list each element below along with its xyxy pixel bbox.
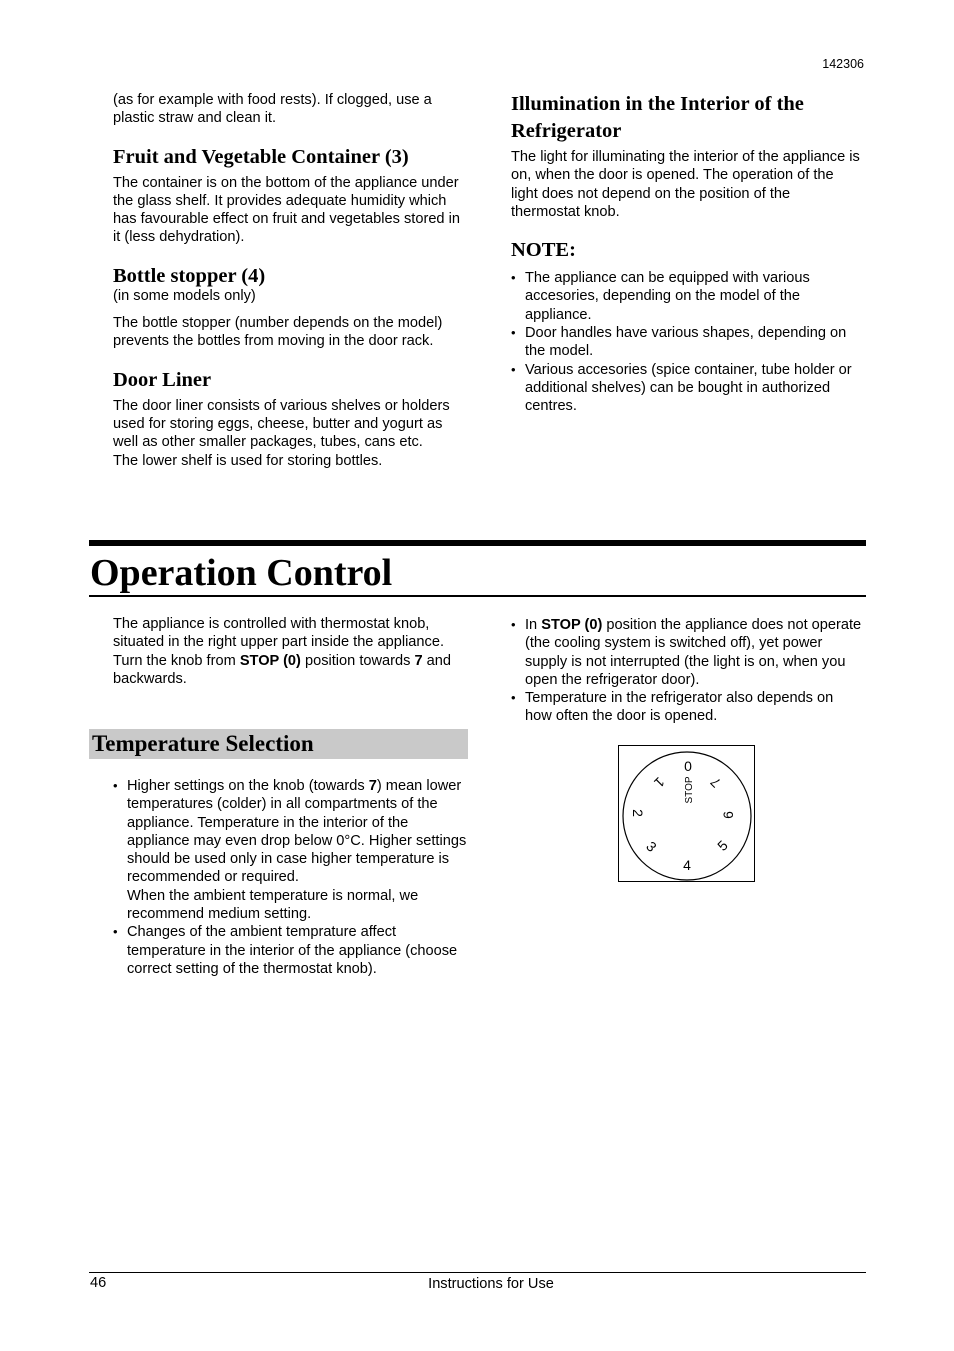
knob-number-0: 0 [684,758,692,774]
knob-number-6: 6 [720,811,736,819]
footer-rule [89,1272,866,1273]
operation-right-column [511,616,863,726]
knob-number-3: 3 [643,838,660,855]
thermostat-knob-figure [618,745,755,882]
note-item: • Door handles have various shapes, depending on the model. [511,324,863,361]
left-column [113,91,468,470]
temperature-item [113,777,468,923]
footer-page-number: 46 [90,1275,107,1291]
operation-intro-text: The appliance is controlled with thermostat knob, situated in the right upper part inside the appliance. [113,616,445,651]
fruit-container-text: The container is on the bottom of the appliance under the glass shelf. It provides adequate humidity which has favourable effect on fruit and vegetables stored in it (less dehydration). [113,174,460,246]
text-run-bold: 7 [368,778,377,794]
temperature-selection-band [89,729,468,759]
operation-list [511,616,863,726]
text-run: position towards [300,652,415,669]
door-liner-text: The door liner consists of various shelves or holders used for storing eggs, cheese, butter and yogurt as well as other smaller packages, tubes, cans etc. [113,397,450,451]
knob-number-2: 2 [630,809,646,817]
knob-number-7: 7 [707,774,724,791]
illumination-heading: Illumination in the Interior of the Refrigerator [511,93,804,142]
text-run: Higher settings on the knob (towards [127,778,369,794]
operation-item [511,616,863,689]
temperature-list [113,777,468,978]
bottle-stopper-heading: Bottle stopper (4) [113,264,266,287]
text-run-bold: STOP (0) [541,617,603,633]
temperature-item: • Changes of the ambient temprature affect temperature in the interior of the appliance (choose correct setting of the thermostat knob). [113,923,468,978]
text-run: Turn the knob from [113,652,240,669]
footer-title: Instructions for Use [428,1276,554,1292]
text-run: When the ambient temperature is normal, we recommend medium setting. [127,887,419,923]
temperature-content [113,777,468,978]
operation-intro [113,615,468,688]
thermostat-knob-dial [619,746,754,881]
note-item: • Various accesories (spice container, tube holder or additional shelves) can be bought in authorized centres. [511,361,863,416]
text-run-bold: 7 [414,652,423,669]
fruit-container-heading: Fruit and Vegetable Container (3) [113,145,409,168]
illumination-text: The light for illuminating the interior of the appliance is on, when the door is opened. The operation of the light does not depend on the position of the thermostat knob. [511,149,860,220]
document-number: 142306 [822,57,864,71]
text-run: and backwards. [113,652,452,687]
intro-paragraph: (as for example with food rests). If clogged, use a plastic straw and clean it. [113,92,432,127]
text-run-bold: STOP (0) [239,652,301,669]
knob-stop-label: STOP [684,776,695,804]
right-column [511,91,863,416]
knob-number-1: 1 [651,774,668,791]
text-run: position the appliance does not operate (the cooling system is switched off), yet power supply is not interrupted (the light is on, when you open the refrigerator door). [525,617,862,688]
section-rule-top [89,540,866,546]
note-item: • The appliance can be equipped with various accesories, depending on the model of the appliance. [511,269,863,324]
knob-number-5: 5 [714,837,731,854]
bottle-stopper-text: The bottle stopper (number depends on the model) prevents the bottles from moving in the door rack. [113,315,443,350]
temperature-selection-title: Temperature Selection [92,731,314,756]
text-run: In [525,617,542,633]
note-heading: NOTE: [511,239,576,262]
door-liner-text-2: The lower shelf is used for storing bottles. [113,452,383,469]
operation-item: • Temperature in the refrigerator also depends on how often the door is opened. [511,689,863,726]
door-liner-heading: Door Liner [113,368,212,391]
operation-intro-text-2 [113,652,468,689]
operation-control-title: Operation Control [90,552,393,594]
knob-number-4: 4 [683,857,691,873]
section-rule-bottom [89,595,866,597]
note-list [511,269,863,415]
bottle-stopper-subtitle: (in some models only) [113,287,256,304]
text-run: ) mean lower temperatures (colder) in all compartments of the appliance. Temperature in the interior of the appliance may even drop below 0°C. Higher settings should be used only in case higher temperature is recommended or required. [127,778,467,886]
